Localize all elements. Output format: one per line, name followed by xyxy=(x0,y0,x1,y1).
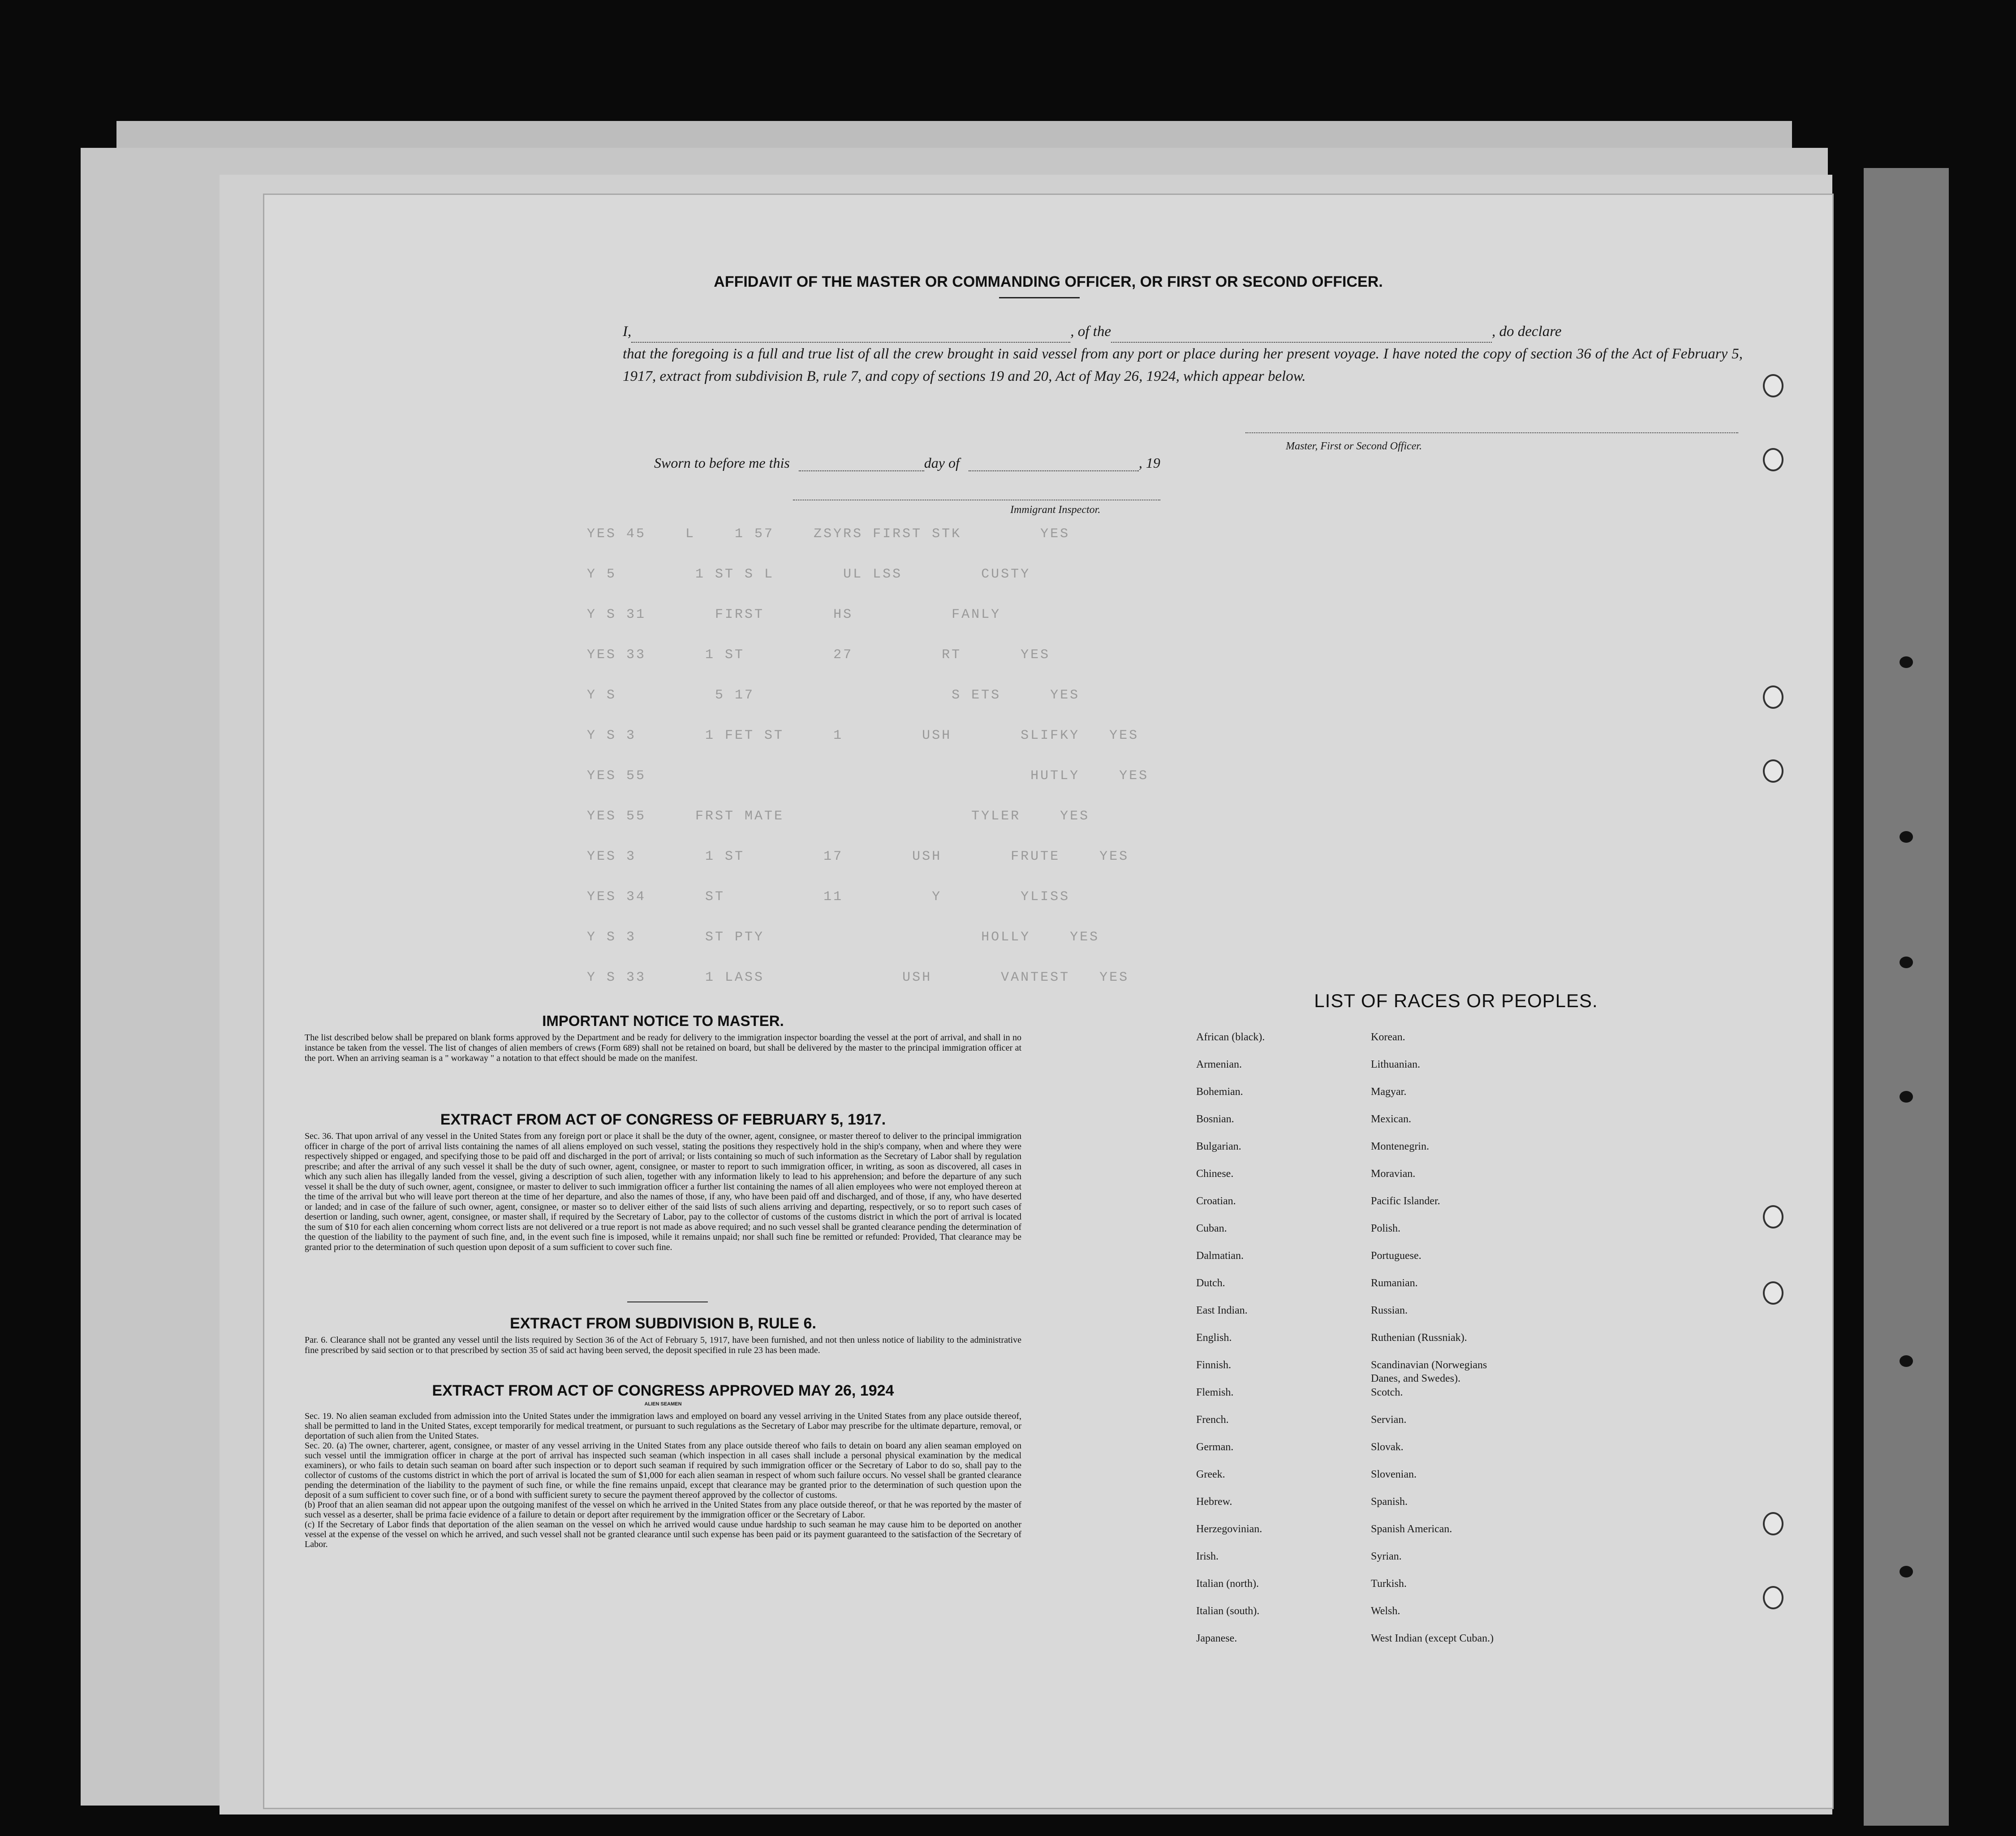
signature-line[interactable] xyxy=(1245,432,1738,433)
race-item: Slovenian. xyxy=(1371,1469,1417,1480)
signature-caption: Master, First or Second Officer. xyxy=(1286,440,1422,452)
extract-1924-subtitle: ALIEN SEAMEN xyxy=(644,1401,682,1407)
show-through-row: Y S 5 17 S ETS YES xyxy=(587,688,1080,703)
affidavit-line-1 xyxy=(623,320,1743,343)
show-through-row: YES 55 FRST MATE TYLER YES xyxy=(587,809,1090,824)
show-through-row: YES 33 1 ST 27 RT YES xyxy=(587,647,1051,663)
binder-hole xyxy=(1900,1091,1913,1103)
binder-hole xyxy=(1900,1355,1913,1367)
sec-19-text: Sec. 19. No alien seaman excluded from admission into the United States under the immigration laws and employed on board any vessel arriving in the United States from any place outside thereof, shall be permitted to land in the United States, except temporarily for medical treatment, or pursuant to such regulations as the Secretary of Labor may prescribe for the ultimate departure, removal, or deportation of such alien from the United States. xyxy=(305,1411,1021,1441)
affidavit-title: AFFIDAVIT OF THE MASTER OR COMMANDING OFFICER, OR FIRST OR SECOND OFFICER. xyxy=(714,273,1383,290)
binder-hole xyxy=(1900,1566,1913,1577)
race-item: Ruthenian (Russniak). xyxy=(1371,1332,1467,1344)
race-item: West Indian (except Cuban.) xyxy=(1371,1633,1494,1644)
show-through-row: Y S 3 ST PTY HOLLY YES xyxy=(587,930,1100,945)
rule-6-title: EXTRACT FROM SUBDIVISION B, RULE 6. xyxy=(510,1315,816,1332)
punch-hole xyxy=(1763,1281,1783,1305)
race-item: Servian. xyxy=(1371,1414,1407,1426)
race-item: African (black). xyxy=(1196,1031,1265,1043)
sworn-line xyxy=(654,455,1160,471)
race-item: Portuguese. xyxy=(1371,1250,1422,1262)
affidavit-declaration: that the foregoing is a full and true list of all the crew brought in said vessel from any port or place during her present voyage. I have noted the copy of section 36 of the Act of February 5, 1917, extract from subdivision B, rule 7, and copy of sections 19 and 20, Act of May 26, 1924, which appear below. xyxy=(623,346,1743,384)
notice-title: IMPORTANT NOTICE TO MASTER. xyxy=(542,1013,784,1029)
day-of-label: day of xyxy=(924,455,960,471)
race-item: Finnish. xyxy=(1196,1359,1232,1371)
race-item: Spanish American. xyxy=(1371,1523,1452,1535)
race-item: Syrian. xyxy=(1371,1551,1402,1562)
affidavit-of-the: , of the xyxy=(1070,323,1111,340)
show-through-row: YES 45 L 1 57 ZSYRS FIRST STK YES xyxy=(587,526,1070,542)
race-item: Polish. xyxy=(1371,1223,1401,1234)
punch-hole xyxy=(1763,448,1783,471)
race-item: Bosnian. xyxy=(1196,1113,1234,1125)
extract-1917-text: Sec. 36. That upon arrival of any vessel in the United States from any foreign port or place it shall be the duty of the owner, agent, consignee, or master thereof to deliver to the principal immigration officer in charge of the port of arrival lists containing the names of all aliens employed on such vessel, stating the positions they respectively hold in the ship's company, when and where they were respectively shipped or engaged, and specifying those to be paid off and discharged in the port of arrival; or lists containing so much of such information as the Secretary of Labor shall by regulation prescribe; and after the arrival of any such vessel it shall be the duty of such owner, agent, consignee, or master to report to such immigration officer, in writing, as soon as discovered, all cases in which any such alien has illegally landed from the vessel, giving a description of such alien, together with any information likely to lead to his apprehension; and before the departure of any such vessel it shall be the duty of such owner, agent, consignee, or master to deliver to such immigration officer a further list containing the names of all alien employees who were not employed thereon at the time of the arrival but who will leave port thereon at the time of her departure, and also the names of those, if any, who have been paid off and discharged, and of those, if any, who have deserted or landed; and in case of the failure of such owner, agent, consignee, or master so to deliver either of the said lists of such aliens arriving and departing, respectively, or so to report such cases of desertion or landing, such owner, agent, consignee, or master shall, if required by the Secretary of Labor, pay to the collector of customs of the customs district in which the port of arrival is located the sum of $10 for each alien concerning whom correct lists are not delivered or a true report is not made as above required; and no such vessel shall be granted clearance pending the determination of the question of the liability to the payment of such fine, and, in the event such fine is imposed, while it remains unpaid; nor shall such fine be remitted or refunded: Provided, That clearance may be granted prior to the determination of such question upon deposit of a sum sufficient to cover such fine. xyxy=(305,1131,1021,1252)
punch-hole xyxy=(1763,759,1783,783)
race-item: Moravian. xyxy=(1371,1168,1416,1180)
binder-hole xyxy=(1900,957,1913,968)
affidavit-body xyxy=(623,320,1743,388)
races-left-column xyxy=(1196,1030,1353,1659)
race-item: Scandinavian (Norwegians Danes, and Swedes). xyxy=(1371,1359,1487,1384)
race-item: Hebrew. xyxy=(1196,1496,1232,1508)
races-right-column xyxy=(1371,1030,1572,1659)
race-item: French. xyxy=(1196,1414,1229,1426)
race-item: Rumanian. xyxy=(1371,1277,1418,1289)
race-item: Pacific Islander. xyxy=(1371,1195,1440,1207)
race-item: Dalmatian. xyxy=(1196,1250,1244,1262)
show-through-row: YES 3 1 ST 17 USH FRUTE YES xyxy=(587,849,1129,864)
race-item: Herzegovinian. xyxy=(1196,1523,1262,1535)
race-item: East Indian. xyxy=(1196,1305,1248,1316)
race-item: Bulgarian. xyxy=(1196,1141,1241,1152)
race-item: Dutch. xyxy=(1196,1277,1225,1289)
notice-text: The list described below shall be prepared on blank forms approved by the Department and be ready for delivery to the immigration inspector boarding the vessel at the port of arrival, and shall in no instance be taken from the vessel. The list of changes of alien members of crews (Form 689) shall not be retained on board, but shall be delivered by the master to the principal immigration officer at the port. When an arriving seaman is a " workaway " a notation to that effect should be made on the manifest. xyxy=(305,1033,1021,1063)
race-item: Chinese. xyxy=(1196,1168,1234,1180)
sworn-day-blank[interactable] xyxy=(799,470,924,471)
extract-1924-text xyxy=(305,1411,1021,1549)
rule-6-text: Par. 6. Clearance shall not be granted any vessel until the lists required by Section 36 of the Act of February 5, 1917, have been furnished, and not then unless notice of liability to the administrative fine prescribed by said section or to that prescribed by section 35 of said act having been served, the deposit specified in rule 23 has been made. xyxy=(305,1335,1021,1355)
extract-1917-title: EXTRACT FROM ACT OF CONGRESS OF FEBRUARY 5, 1917. xyxy=(440,1111,886,1128)
race-item: Slovak. xyxy=(1371,1441,1404,1453)
race-item: Flemish. xyxy=(1196,1387,1234,1398)
sworn-month-blank[interactable] xyxy=(969,470,1139,471)
race-item: Turkish. xyxy=(1371,1578,1407,1590)
binder-hole xyxy=(1900,656,1913,668)
sec-20b-text: (b) Proof that an alien seaman did not appear upon the outgoing manifest of the vessel on which he arrived in the United States from any place outside thereof, or that he was reported by the master of such vessel as a deserter, shall be prima facie evidence of a failure to detain or deport after requirement by the immigration officer or the Secretary of Labor. xyxy=(305,1500,1021,1520)
race-item: Mexican. xyxy=(1371,1113,1411,1125)
show-through-row: YES 34 ST 11 Y YLISS xyxy=(587,889,1070,905)
punch-hole xyxy=(1763,1512,1783,1535)
show-through-row: Y 5 1 ST S L UL LSS CUSTY xyxy=(587,567,1031,582)
binder-hole xyxy=(1900,831,1913,843)
race-item: Montenegrin. xyxy=(1371,1141,1429,1152)
race-item: Italian (south). xyxy=(1196,1605,1260,1617)
show-through-row: Y S 3 1 FET ST 1 USH SLIFKY YES xyxy=(587,728,1139,743)
race-item: Russian. xyxy=(1371,1305,1408,1316)
race-item: English. xyxy=(1196,1332,1232,1344)
inspector-caption: Immigrant Inspector. xyxy=(1010,504,1101,516)
show-through-row: Y S 31 FIRST HS FANLY xyxy=(587,607,1001,622)
race-item: Irish. xyxy=(1196,1551,1219,1562)
race-item: Greek. xyxy=(1196,1469,1225,1480)
punch-hole xyxy=(1763,1205,1783,1228)
race-item: Magyar. xyxy=(1371,1086,1407,1098)
race-item: Spanish. xyxy=(1371,1496,1408,1508)
affidavit-do-declare: , do declare xyxy=(1491,323,1562,340)
race-item: Scotch. xyxy=(1371,1387,1403,1398)
binder-strip xyxy=(1864,168,1949,1826)
extract-1924-title: EXTRACT FROM ACT OF CONGRESS APPROVED MAY 26, 1924 xyxy=(432,1382,894,1399)
race-item: Korean. xyxy=(1371,1031,1405,1043)
affidavit-i: I, xyxy=(623,323,632,340)
punch-hole xyxy=(1763,685,1783,709)
race-item: Cuban. xyxy=(1196,1223,1227,1234)
year-label: , 19 xyxy=(1138,455,1160,471)
race-item: Japanese. xyxy=(1196,1633,1237,1644)
sec-20a-text: Sec. 20. (a) The owner, charterer, agent, consignee, or master of any vessel arriving in the United States from any place outside thereof who fails to detain on board any alien seaman employed on such vessel until the immigration officer in charge at the port of arrival has inspected such seaman (which inspection in all cases shall include a personal physical examination by the medical examiners), or who fails to detain such seaman on board after such inspection or to deport such seaman if required by such immigration officer or the Secretary of Labor to do so, shall pay to the collector of customs of the customs district in which the port of arrival is located the sum of $1,000 for each alien seaman in respect of whom such failure occurs. No vessel shall be granted clearance pending the determination of the liability to the payment of such fine, or while the fine remains unpaid, except that clearance may be granted prior to the determination of such question upon the deposit of a sum sufficient to cover such fine, or of a bond with sufficient surety to secure the payment thereof approved by the collector of customs. xyxy=(305,1441,1021,1500)
races-title: LIST OF RACES OR PEOPLES. xyxy=(1314,990,1598,1011)
document-page xyxy=(264,195,1832,1808)
race-item: Croatian. xyxy=(1196,1195,1236,1207)
race-item: Welsh. xyxy=(1371,1605,1400,1617)
race-item: Bohemian. xyxy=(1196,1086,1243,1098)
race-item: Lithuanian. xyxy=(1371,1059,1420,1070)
sworn-label: Sworn to before me this xyxy=(654,455,790,471)
race-item: Armenian. xyxy=(1196,1059,1242,1070)
sec-20c-text: (c) If the Secretary of Labor finds that deportation of the alien seaman on the vessel on which he arrived would cause undue hardship to such seaman he may cause him to be deported on another vessel at the expense of the vessel on which he arrived, and such vessel shall not be granted clearance until such expense has been paid or its payment guaranteed to the satisfaction of the Secretary of Labor. xyxy=(305,1520,1021,1549)
title-rule xyxy=(999,297,1080,298)
race-item: German. xyxy=(1196,1441,1234,1453)
punch-hole xyxy=(1763,1586,1783,1609)
show-through-row: YES 55 HUTLY YES xyxy=(587,768,1149,784)
race-item: Italian (north). xyxy=(1196,1578,1259,1590)
punch-hole xyxy=(1763,374,1783,397)
show-through-row: Y S 33 1 LASS USH VANTEST YES xyxy=(587,970,1129,985)
